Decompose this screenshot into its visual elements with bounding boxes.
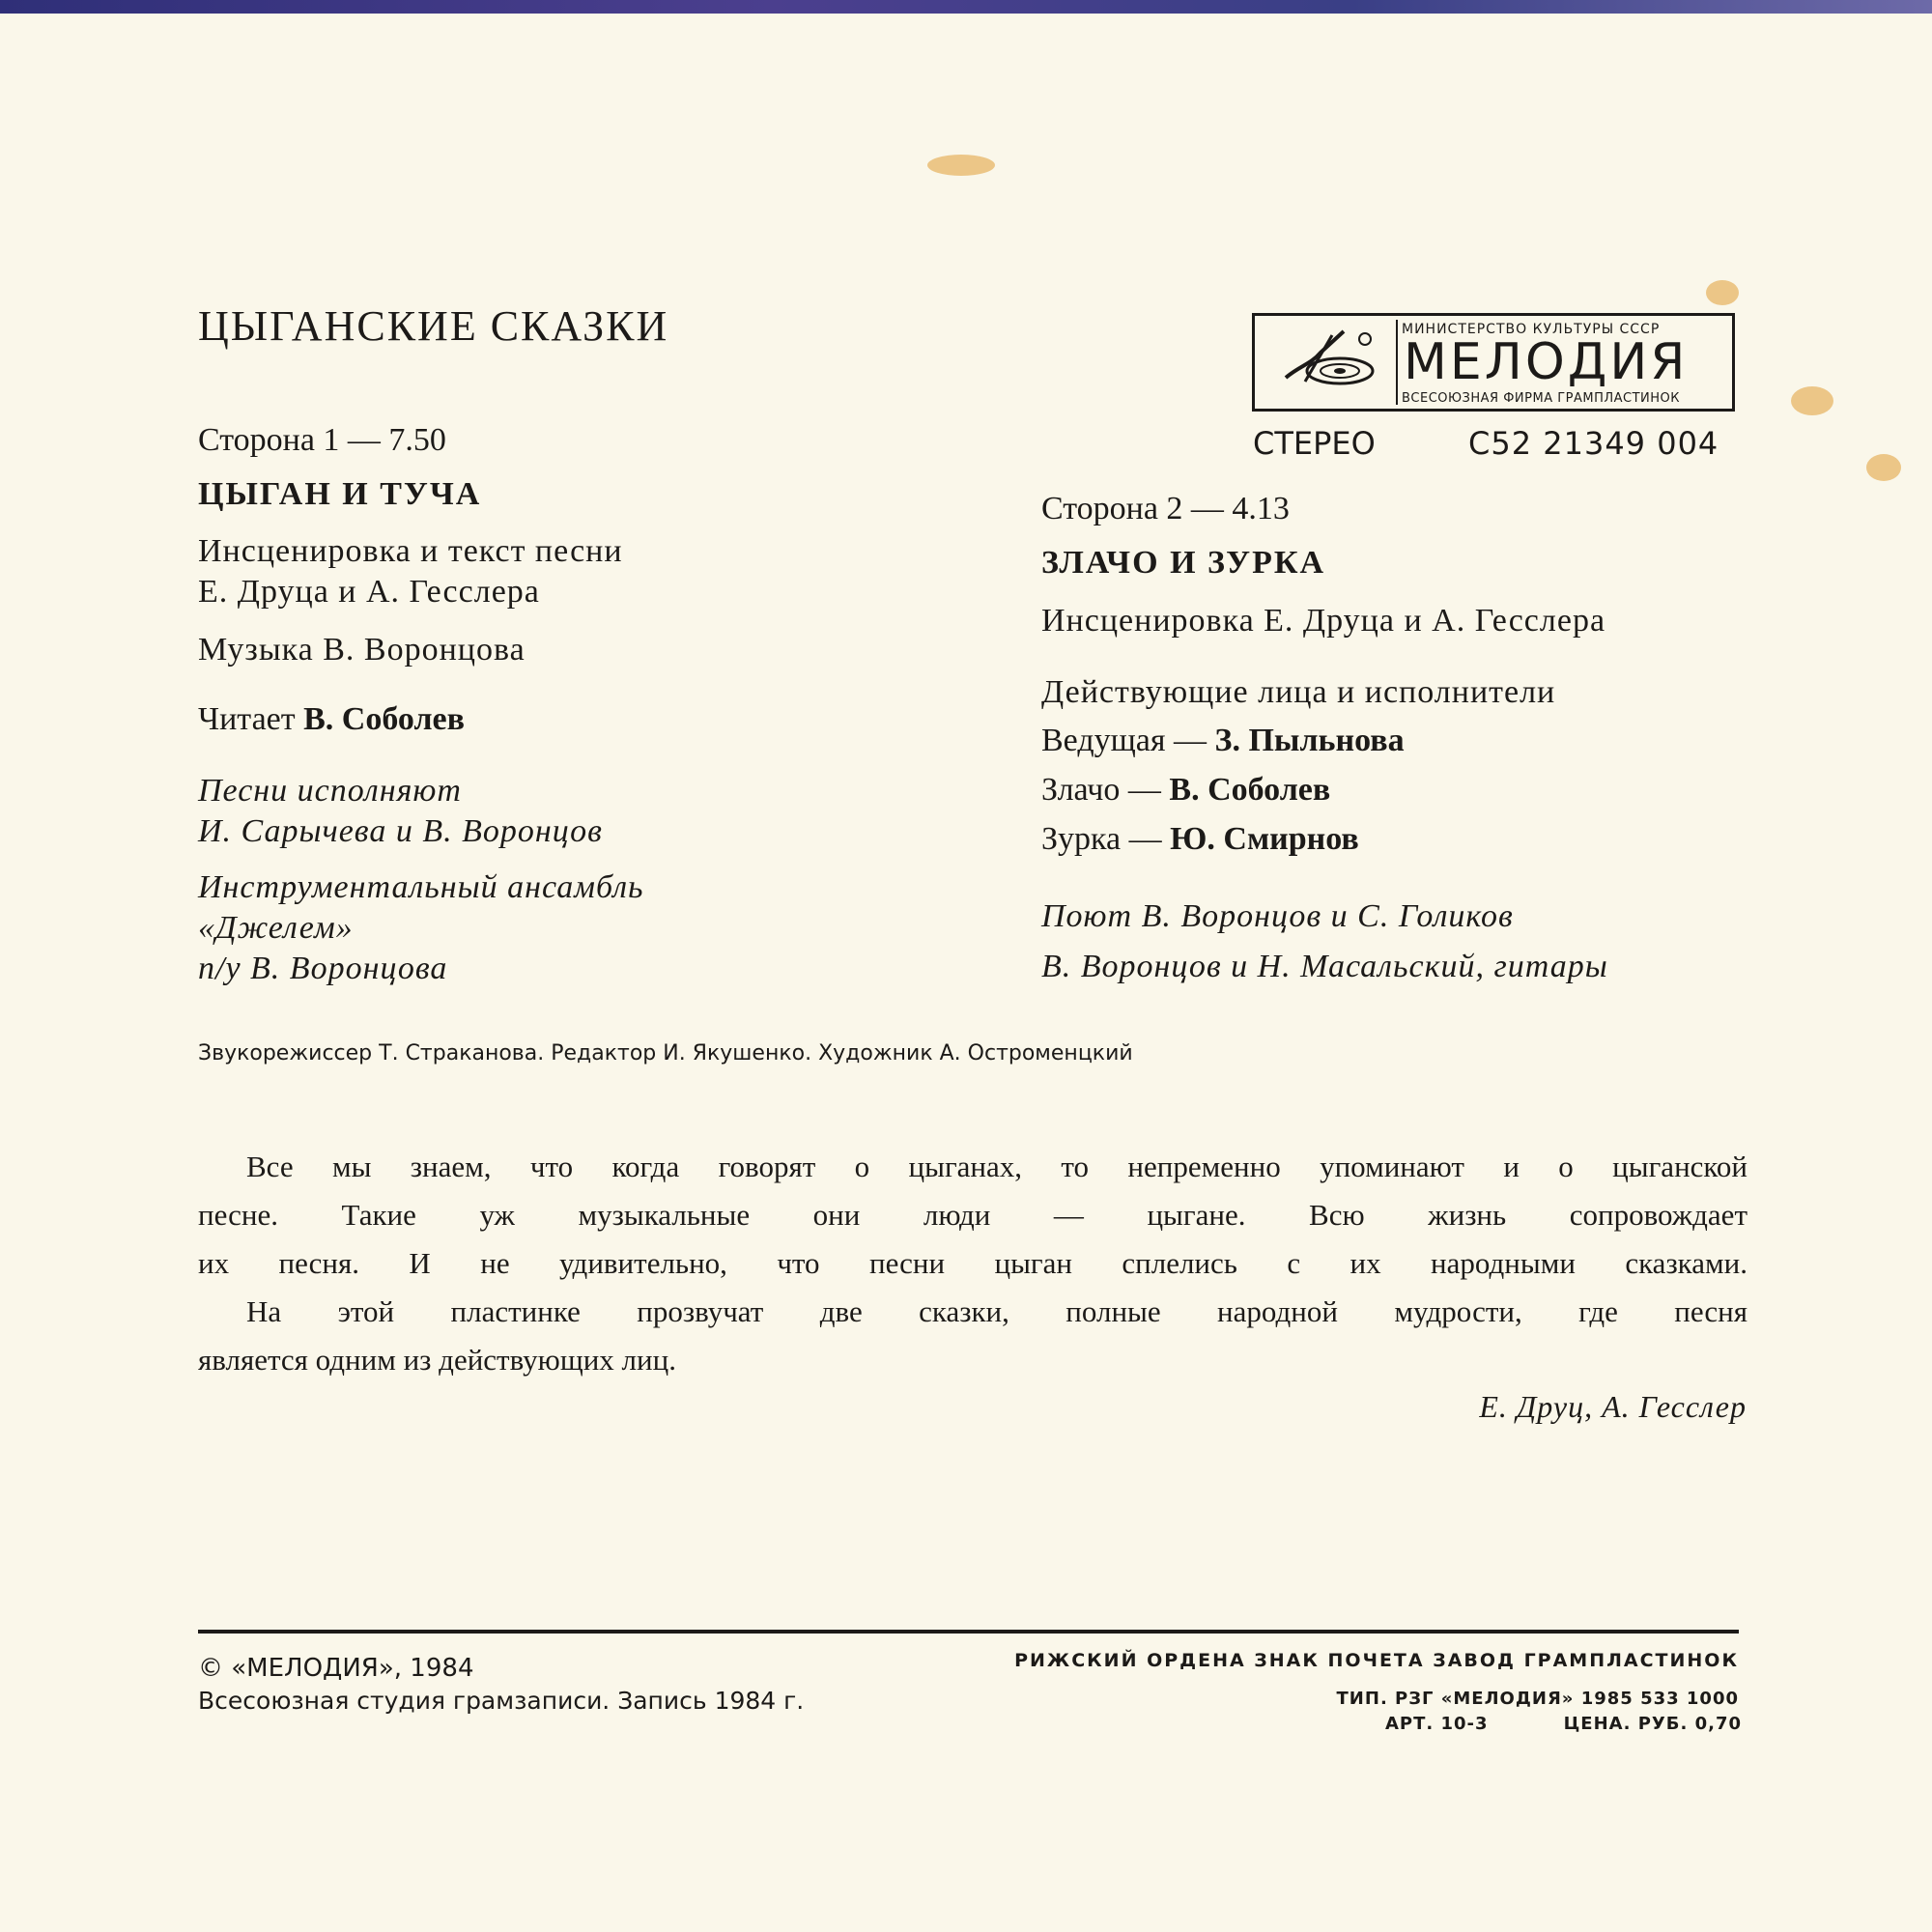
album-title: ЦЫГАНСКИЕ СКАЗКИ bbox=[198, 302, 669, 350]
cast-actor: Ю. Смирнов bbox=[1170, 821, 1359, 857]
stain bbox=[927, 155, 995, 176]
logo-ministry: МИНИСТЕРСТВО КУЛЬТУРЫ СССР bbox=[1402, 322, 1661, 337]
cover-top-edge bbox=[0, 0, 1932, 14]
side1-reader-label: Читает bbox=[198, 701, 296, 737]
stain bbox=[1706, 280, 1739, 305]
production-credits: Звукорежиссер Т. Страканова. Редактор И. Якушенко. Художник А. Остроменцкий bbox=[198, 1041, 1133, 1065]
recording-studio: Всесоюзная студия грамзаписи. Запись 1984 г. bbox=[198, 1687, 805, 1715]
annotation bbox=[198, 1143, 1747, 1384]
cast-actor: З. Пыльнова bbox=[1214, 723, 1405, 758]
print-info: ТИП. РЗГ «МЕЛОДИЯ» 1985 533 1000 bbox=[1336, 1689, 1739, 1709]
side1-ensemble-line2: «Джелем» bbox=[198, 910, 354, 946]
logo-text-block bbox=[1396, 320, 1732, 405]
side1-title: ЦЫГАН И ТУЧА bbox=[198, 476, 482, 512]
side1-staging-line2: Е. Друца и А. Гесслера bbox=[198, 574, 540, 610]
stain bbox=[1791, 386, 1833, 415]
cast-role: Злачо — bbox=[1041, 772, 1161, 808]
article-number: АРТ. 10-3 bbox=[1385, 1714, 1489, 1734]
copyright: © «МЕЛОДИЯ», 1984 bbox=[198, 1654, 474, 1683]
cast-role: Зурка — bbox=[1041, 821, 1162, 857]
annotation-line: Все мы знаем, что когда говорят о цыганах, то непременно упоминают и о цыганской bbox=[246, 1150, 1747, 1183]
annotation-line: На этой пластинке прозвучат две сказки, полные народной мудрости, где песня bbox=[246, 1294, 1747, 1328]
side1-songs-line1: Песни исполняют bbox=[198, 773, 462, 809]
stain bbox=[1866, 454, 1901, 481]
side1-reader bbox=[198, 701, 465, 738]
side1-ensemble-line1: Инструментальный ансамбль bbox=[198, 869, 644, 905]
side2-guitars: В. Воронцов и Н. Масальский, гитары bbox=[1041, 949, 1608, 984]
annotation-signature: Е. Друц, А. Гесслер bbox=[1479, 1389, 1747, 1424]
side2-cast-row bbox=[1041, 723, 1405, 759]
melodiya-logo bbox=[1252, 313, 1735, 412]
side1-songs-line2: И. Сарычева и В. Воронцов bbox=[198, 813, 603, 849]
side1-reader-name: В. Соболев bbox=[303, 701, 465, 737]
side2-cast-row bbox=[1041, 821, 1359, 858]
cast-actor: В. Соболев bbox=[1169, 772, 1331, 808]
melodiya-emblem-icon bbox=[1257, 318, 1392, 411]
catalog-number: С52 21349 004 bbox=[1468, 425, 1719, 462]
pressing-plant: РИЖСКИЙ ОРДЕНА ЗНАК ПОЧЕТА ЗАВОД ГРАМПЛАСТИНОК bbox=[1014, 1650, 1739, 1671]
logo-firm: ВСЕСОЮЗНАЯ ФИРМА ГРАМПЛАСТИНОК bbox=[1402, 391, 1681, 406]
footer-divider bbox=[198, 1630, 1739, 1634]
side2-cast-header: Действующие лица и исполнители bbox=[1041, 674, 1556, 710]
side2-cast-row bbox=[1041, 772, 1330, 809]
annotation-line: их песня. И не удивительно, что песни цыган сплелись с их народными сказками. bbox=[198, 1246, 1747, 1280]
price: ЦЕНА. РУБ. 0,70 bbox=[1563, 1714, 1742, 1734]
side1-music: Музыка В. Воронцова bbox=[198, 632, 526, 668]
side1-ensemble-line3: п/у В. Воронцова bbox=[198, 951, 448, 986]
side2-staging: Инсценировка Е. Друца и А. Гесслера bbox=[1041, 603, 1606, 639]
side2-title: ЗЛАЧО И ЗУРКА bbox=[1041, 545, 1326, 581]
annotation-line: является одним из действующих лиц. bbox=[198, 1343, 676, 1377]
side2-singers: Поют В. Воронцов и С. Голиков bbox=[1041, 898, 1514, 934]
stereo-label: СТЕРЕО bbox=[1253, 425, 1376, 462]
cast-role: Ведущая — bbox=[1041, 723, 1208, 758]
side1-header: Сторона 1 — 7.50 bbox=[198, 422, 446, 458]
side2-header: Сторона 2 — 4.13 bbox=[1041, 491, 1290, 526]
side1-staging-line1: Инсценировка и текст песни bbox=[198, 533, 623, 569]
annotation-line: песне. Такие уж музыкальные они люди — цыгане. Всю жизнь сопровождает bbox=[198, 1198, 1747, 1232]
logo-name: МЕЛОДИЯ bbox=[1404, 333, 1689, 391]
